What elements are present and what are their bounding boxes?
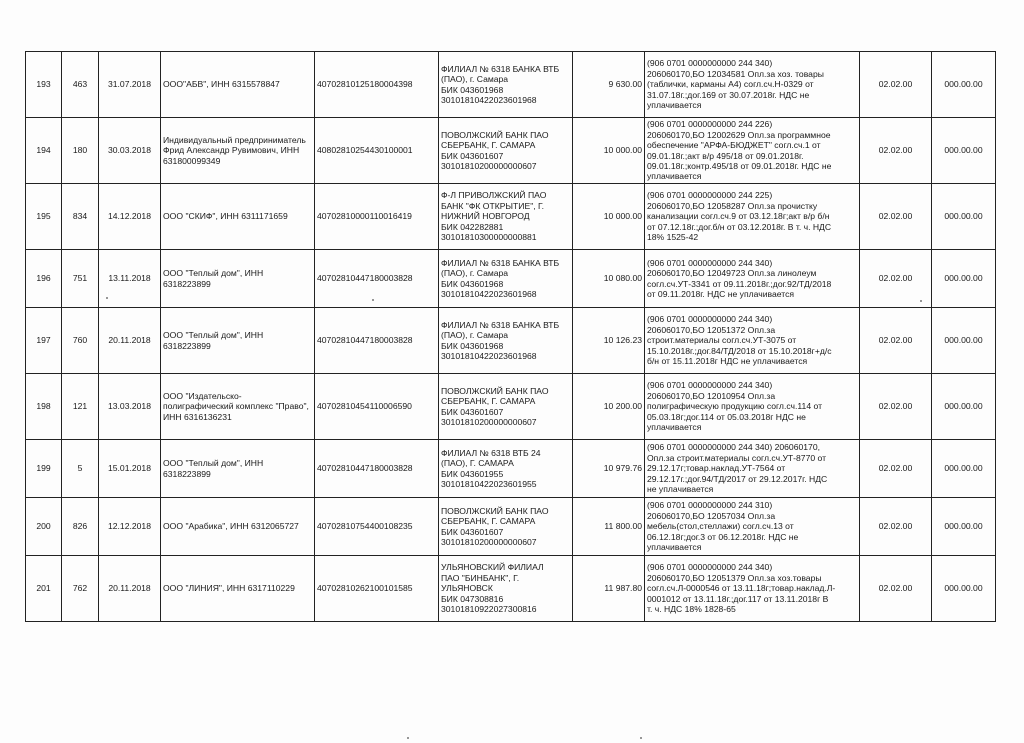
bank-detail-line: 30101810422023601968	[441, 94, 537, 105]
table-row	[26, 52, 996, 118]
payment-purpose-cell	[645, 556, 860, 622]
bank-detail-line: ПОВОЛЖСКИЙ БАНК ПАО	[441, 385, 549, 396]
bank-details-cell	[439, 556, 573, 622]
payment-purpose-line: 206060170,БО 12010954 Опл.за	[647, 390, 776, 401]
document-number-cell: 762	[62, 556, 99, 622]
subcode-cell: 000.00.00	[932, 52, 996, 118]
bank-detail-line: ФИЛИАЛ № 6318 БАНКА ВТБ	[441, 319, 560, 330]
account-number-cell: 40702810000110016419	[315, 184, 439, 250]
payment-purpose-line: уплачивается	[647, 422, 702, 433]
payee-cell: ООО "СКИФ", ИНН 6311171659	[161, 184, 315, 250]
payment-purpose-line: 29.12.17г;товар.наклад.УТ-7564 от	[647, 463, 786, 474]
subcode-cell: 000.00.00	[932, 118, 996, 184]
document-number-cell: 463	[62, 52, 99, 118]
payment-purpose-cell	[645, 308, 860, 374]
payment-purpose-line: 09.01.18г.;акт в/р 495/18 от 09.01.2018г.	[647, 150, 804, 161]
bank-detail-line: ФИЛИАЛ № 6318 БАНКА ВТБ	[441, 63, 560, 74]
bank-detail-line: 30101810200000000607	[441, 416, 537, 427]
bank-detail-line: БИК 043601968	[441, 340, 504, 351]
payment-purpose-cell	[645, 184, 860, 250]
payment-purpose-line: 206060170,БО 12051372 Опл.за	[647, 324, 776, 335]
payment-purpose-line: 206060170,БО 12058287 Опл.за прочистку	[647, 200, 818, 211]
document-number-cell: 121	[62, 374, 99, 440]
bank-detail-line: 30101810422023601968	[441, 288, 537, 299]
table-row	[26, 498, 996, 556]
payment-date-cell: 20.11.2018	[99, 308, 161, 374]
document-number-cell: 5	[62, 440, 99, 498]
payment-purpose-line: (906 0701 0000000000 244 310)	[647, 500, 773, 511]
budget-code-cell: 02.02.00	[860, 374, 932, 440]
account-number-cell: 40802810254430100001	[315, 118, 439, 184]
bank-detail-line: (ПАО), г. Самара	[441, 268, 509, 279]
amount-cell: 11 987.80	[573, 556, 645, 622]
payment-date-cell: 12.12.2018	[99, 498, 161, 556]
bank-detail-line: БИК 043601607	[441, 406, 504, 417]
account-number-cell: 40702810447180003828	[315, 308, 439, 374]
payment-purpose-cell	[645, 440, 860, 498]
bank-detail-line: БИК 043601968	[441, 84, 504, 95]
table-row	[26, 308, 996, 374]
row-number-cell: 193	[26, 52, 62, 118]
payment-purpose-line: от 09.11.2018г. НДС не уплачивается	[647, 288, 795, 299]
payment-purpose-line: (906 0701 0000000000 244 340)	[647, 314, 773, 325]
table-row	[26, 250, 996, 308]
payment-purpose-line: (таблички, карманы А4) согл.сч.Н-0329 от	[647, 79, 814, 90]
subcode-cell: 000.00.00	[932, 184, 996, 250]
payment-purpose-line: (906 0701 0000000000 244 340)	[647, 58, 773, 69]
bank-detail-line: НИЖНИЙ НОВГОРОД	[441, 211, 530, 222]
payment-purpose-line: согл.сч.УТ-3341 от 09.11.2018г.;дог.92/ТД/2018	[647, 278, 832, 289]
amount-cell: 10 979.76	[573, 440, 645, 498]
subcode-cell: 000.00.00	[932, 308, 996, 374]
account-number-cell: 40702810125180004398	[315, 52, 439, 118]
payment-purpose-line: 05.03.18г;дог.114 от 05.03.2018г НДС не	[647, 411, 806, 422]
document-number-cell: 826	[62, 498, 99, 556]
bank-detail-line: ПОВОЛЖСКИЙ БАНК ПАО	[441, 129, 549, 140]
bank-details-cell	[439, 118, 573, 184]
scan-speck	[407, 737, 409, 739]
payment-purpose-line: уплачивается	[647, 100, 702, 111]
payee-cell: ООО "Теплый дом", ИНН 6318223899	[161, 440, 315, 498]
bank-detail-line: БИК 043601955	[441, 468, 504, 479]
bank-detail-line: ПОВОЛЖСКИЙ БАНК ПАО	[441, 505, 549, 516]
bank-details-cell	[439, 308, 573, 374]
payments-table	[25, 51, 996, 622]
payment-date-cell: 13.03.2018	[99, 374, 161, 440]
row-number-cell: 198	[26, 374, 62, 440]
budget-code-cell: 02.02.00	[860, 52, 932, 118]
bank-detail-line: БИК 042282881	[441, 221, 504, 232]
bank-details-cell	[439, 498, 573, 556]
payment-purpose-line: 09.01.18г.;контр.495/18 от 09.01.2018г. НДС не	[647, 160, 832, 171]
payment-purpose-line: не уплачивается	[647, 484, 714, 495]
bank-detail-line: 30101810300000000881	[441, 232, 537, 243]
bank-detail-line: БАНК "ФК ОТКРЫТИЕ", Г.	[441, 200, 545, 211]
payment-date-cell: 13.11.2018	[99, 250, 161, 308]
payment-purpose-line: (906 0701 0000000000 244 340)	[647, 257, 773, 268]
table-row	[26, 440, 996, 498]
payment-date-cell: 15.01.2018	[99, 440, 161, 498]
payment-purpose-line: согл.сч.Л-0000546 от 13.11.18г;товар.наклад.Л-	[647, 583, 836, 594]
row-number-cell: 200	[26, 498, 62, 556]
budget-code-cell: 02.02.00	[860, 184, 932, 250]
bank-detail-line: 30101810200000000607	[441, 536, 537, 547]
payment-purpose-line: строит.материалы согл.сч.УТ-3075 от	[647, 335, 797, 346]
amount-cell: 11 800.00	[573, 498, 645, 556]
payment-purpose-line: т. ч. НДС 18% 1828-65	[647, 604, 736, 615]
table-row	[26, 556, 996, 622]
document-number-cell: 834	[62, 184, 99, 250]
payment-purpose-cell	[645, 374, 860, 440]
scan-speck	[920, 300, 922, 302]
payment-purpose-line: уплачивается	[647, 171, 702, 182]
payee-cell: ООО"АБВ", ИНН 6315578847	[161, 52, 315, 118]
payment-purpose-line: уплачивается	[647, 542, 702, 553]
bank-detail-line: УЛЬЯНОВСКИЙ ФИЛИАЛ	[441, 562, 544, 573]
bank-details-cell	[439, 184, 573, 250]
amount-cell: 9 630.00	[573, 52, 645, 118]
payee-cell: ООО "Теплый дом", ИНН 6318223899	[161, 250, 315, 308]
bank-detail-line: СБЕРБАНК, Г. САМАРА	[441, 396, 536, 407]
account-number-cell: 40702810447180003828	[315, 250, 439, 308]
payment-purpose-line: 0001012 от 13.11.18г.;дог.117 от 13.11.2018г В	[647, 593, 829, 604]
row-number-cell: 197	[26, 308, 62, 374]
payee-cell: Индивидуальный предприниматель Фрид Александр Рувимович, ИНН 631800099349	[161, 118, 315, 184]
scan-speck	[106, 297, 108, 299]
bank-detail-line: ФИЛИАЛ № 6318 ВТБ 24	[441, 447, 541, 458]
payment-purpose-line: 15.10.2018г.;дог.84/ТД/2018 от 15.10.2018г+д/с	[647, 345, 832, 356]
bank-detail-line: СБЕРБАНК, Г. САМАРА	[441, 140, 536, 151]
amount-cell: 10 200.00	[573, 374, 645, 440]
budget-code-cell: 02.02.00	[860, 118, 932, 184]
payment-purpose-line: 206060170,БО 12057034 Опл.за	[647, 510, 776, 521]
bank-detail-line: БИК 043601607	[441, 150, 504, 161]
payment-purpose-cell	[645, 498, 860, 556]
table-body	[26, 52, 996, 622]
bank-detail-line: БИК 043601968	[441, 278, 504, 289]
subcode-cell: 000.00.00	[932, 250, 996, 308]
payment-purpose-line: полиграфическую продукцию согл.сч.114 от	[647, 401, 823, 412]
subcode-cell: 000.00.00	[932, 440, 996, 498]
budget-code-cell: 02.02.00	[860, 498, 932, 556]
table-row	[26, 374, 996, 440]
bank-detail-line: 30101810922027300816	[441, 604, 537, 615]
payment-purpose-line: (906 0701 0000000000 244 340)	[647, 380, 773, 391]
row-number-cell: 194	[26, 118, 62, 184]
bank-detail-line: ПАО "БИНБАНК", Г.	[441, 572, 520, 583]
payment-purpose-cell	[645, 250, 860, 308]
payment-date-cell: 20.11.2018	[99, 556, 161, 622]
account-number-cell: 40702810754400108235	[315, 498, 439, 556]
budget-code-cell: 02.02.00	[860, 440, 932, 498]
bank-detail-line: УЛЬЯНОВСК	[441, 583, 493, 594]
payment-purpose-line: 29.12.17г.;дог.94/ТД/2017 от 29.12.2017г. НДС	[647, 473, 828, 484]
payment-purpose-line: 06.12.18г;дог.3 от 06.12.2018г. НДС не	[647, 531, 799, 542]
bank-details-cell	[439, 52, 573, 118]
payment-date-cell: 14.12.2018	[99, 184, 161, 250]
amount-cell: 10 000.00	[573, 118, 645, 184]
account-number-cell: 40702810454110006590	[315, 374, 439, 440]
payment-purpose-cell	[645, 118, 860, 184]
bank-detail-line: (ПАО), г. Самара	[441, 330, 509, 341]
scan-speck	[640, 737, 642, 739]
row-number-cell: 196	[26, 250, 62, 308]
payment-date-cell: 31.07.2018	[99, 52, 161, 118]
payment-purpose-line: (906 0701 0000000000 244 340) 206060170,	[647, 442, 820, 453]
amount-cell: 10 126.23	[573, 308, 645, 374]
account-number-cell: 40702810262100101585	[315, 556, 439, 622]
bank-detail-line: Ф-Л ПРИВОЛЖСКИЙ ПАО	[441, 190, 547, 201]
payment-purpose-line: б/н от 15.11.2018г НДС не уплачивается	[647, 356, 808, 367]
bank-detail-line: 30101810422023601955	[441, 478, 537, 489]
payment-purpose-line: 206060170,БО 12049723 Опл.за линолеум	[647, 268, 817, 279]
table-row	[26, 118, 996, 184]
payee-cell: ООО "Арабика", ИНН 6312065727	[161, 498, 315, 556]
payment-purpose-line: (906 0701 0000000000 244 226)	[647, 119, 773, 130]
scan-speck	[372, 299, 374, 301]
budget-code-cell: 02.02.00	[860, 250, 932, 308]
bank-detail-line: (ПАО), г. Самара	[441, 74, 509, 85]
payment-purpose-line: от 07.12.18г.;дог.б/н от 03.12.2018г. В т. ч. НДС	[647, 221, 832, 232]
payment-purpose-line: 206060170,БО 12051379 Опл.за хоз.товары	[647, 572, 822, 583]
payee-cell: ООО "ЛИНИЯ", ИНН 6317110229	[161, 556, 315, 622]
row-number-cell: 201	[26, 556, 62, 622]
table-row	[26, 184, 996, 250]
payment-purpose-line: 206060170,БО 12002629 Опл.за программное	[647, 129, 831, 140]
bank-detail-line: (ПАО), Г. САМАРА	[441, 458, 514, 469]
bank-detail-line: ФИЛИАЛ № 6318 БАНКА ВТБ	[441, 257, 560, 268]
budget-code-cell: 02.02.00	[860, 308, 932, 374]
payment-purpose-line: (906 0701 0000000000 244 340)	[647, 562, 773, 573]
amount-cell: 10 080.00	[573, 250, 645, 308]
payment-purpose-line: 31.07.18г.;дог.169 от 30.07.2018г. НДС не	[647, 89, 810, 100]
payment-purpose-line: (906 0701 0000000000 244 225)	[647, 190, 773, 201]
subcode-cell: 000.00.00	[932, 374, 996, 440]
payment-purpose-cell	[645, 52, 860, 118]
payment-purpose-line: обеспечение "АРФА-БЮДЖЕТ" согл.сч.1 от	[647, 140, 821, 151]
account-number-cell: 40702810447180003828	[315, 440, 439, 498]
budget-code-cell: 02.02.00	[860, 556, 932, 622]
document-number-cell: 751	[62, 250, 99, 308]
row-number-cell: 199	[26, 440, 62, 498]
row-number-cell: 195	[26, 184, 62, 250]
payment-purpose-line: Опл.за строит.материалы согл.сч.УТ-8770 от	[647, 452, 827, 463]
bank-detail-line: БИК 043601607	[441, 526, 504, 537]
bank-details-cell	[439, 250, 573, 308]
payee-cell: ООО "Теплый дом", ИНН 6318223899	[161, 308, 315, 374]
bank-detail-line: 30101810422023601968	[441, 350, 537, 361]
document-number-cell: 180	[62, 118, 99, 184]
bank-details-cell	[439, 440, 573, 498]
document-number-cell: 760	[62, 308, 99, 374]
bank-detail-line: СБЕРБАНК, Г. САМАРА	[441, 516, 536, 527]
payment-date-cell: 30.03.2018	[99, 118, 161, 184]
amount-cell: 10 000.00	[573, 184, 645, 250]
payment-purpose-line: 18% 1525-42	[647, 232, 699, 243]
bank-detail-line: БИК 047308816	[441, 593, 504, 604]
payment-purpose-line: мебель(стол,стеллажи) согл.сч.13 от	[647, 521, 794, 532]
bank-details-cell	[439, 374, 573, 440]
subcode-cell: 000.00.00	[932, 556, 996, 622]
payment-purpose-line: 206060170,БО 12034581 Опл.за хоз. товары	[647, 68, 824, 79]
bank-detail-line: 30101810200000000607	[441, 160, 537, 171]
subcode-cell: 000.00.00	[932, 498, 996, 556]
payment-purpose-line: канализации согл.сч.9 от 03.12.18г;акт в/р б/н	[647, 211, 830, 222]
payee-cell: ООО "Издательско-полиграфический комплекс "Право", ИНН 6316136231	[161, 374, 315, 440]
